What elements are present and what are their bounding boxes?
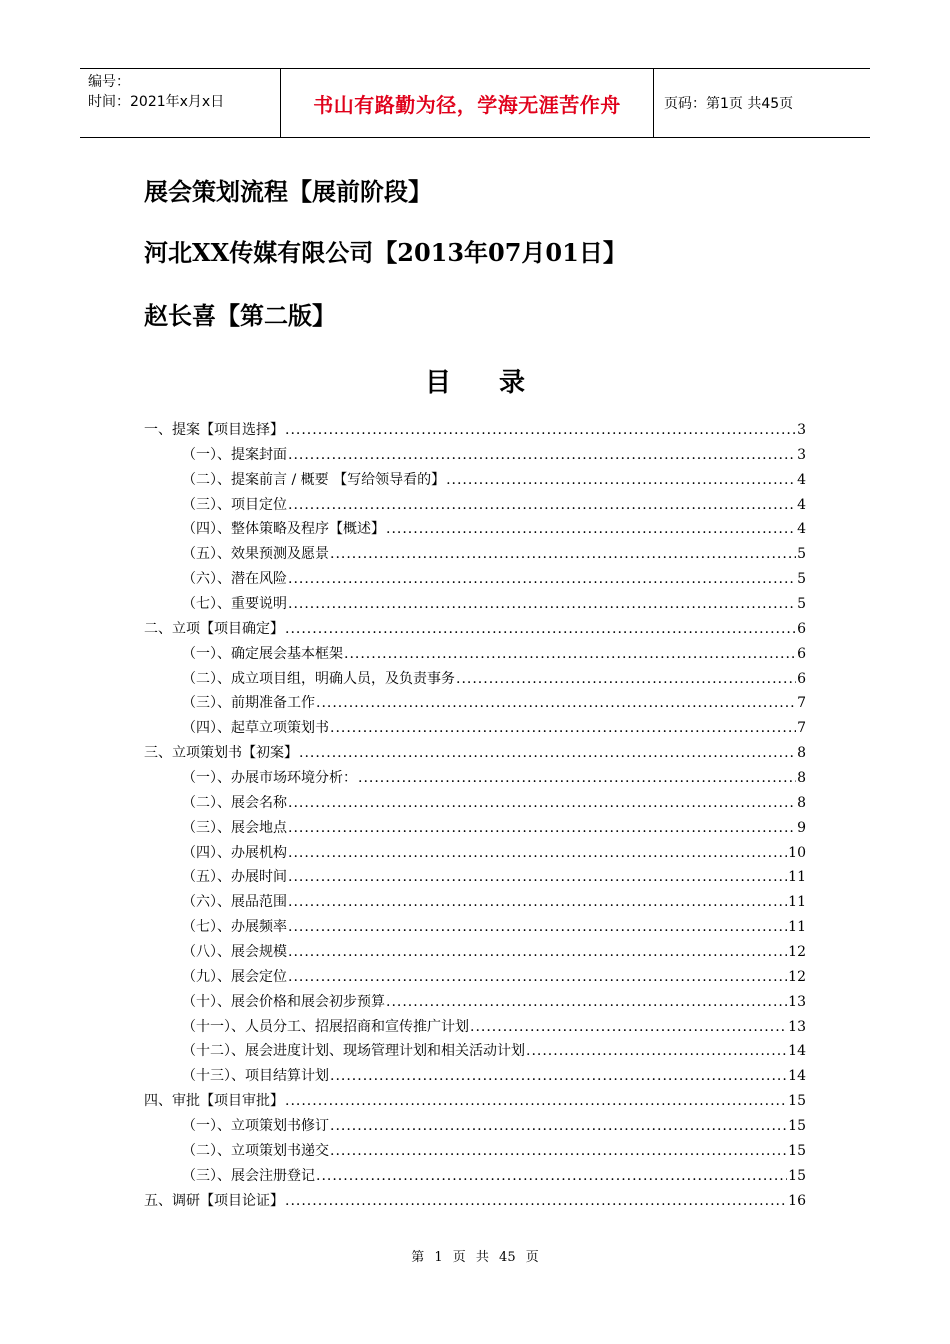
toc-entry-label: （二）、展会名称 [182, 794, 287, 811]
toc-dot-leader [288, 791, 796, 816]
toc-entry-page: 11 [788, 894, 806, 911]
toc-entry-page: 15 [788, 1167, 806, 1184]
toc-dot-leader [330, 1114, 787, 1139]
document-number-label: 编号： [88, 74, 130, 90]
toc-dot-leader [288, 816, 796, 841]
toc-entry-page: 5 [797, 596, 806, 613]
toc-dot-leader [316, 691, 796, 716]
toc-entry-label: （七）、重要说明 [182, 596, 287, 613]
toc-entry[interactable] [144, 642, 806, 667]
toc-dot-leader [288, 443, 796, 468]
toc-entry-page: 9 [797, 819, 806, 836]
toc-entry[interactable] [144, 1114, 806, 1139]
title-line-2: 河北XX传媒有限公司【2013年07月01日】 [144, 238, 627, 267]
toc-entry[interactable] [144, 890, 806, 915]
toc-dot-leader [288, 493, 796, 518]
toc-entry[interactable] [144, 1089, 806, 1114]
toc-entry[interactable] [144, 965, 806, 990]
toc-entry[interactable] [144, 716, 806, 741]
toc-entry-page: 4 [797, 521, 806, 538]
toc-entry[interactable] [144, 418, 806, 443]
toc-entry[interactable] [144, 468, 806, 493]
toc-entry-page: 11 [788, 919, 806, 936]
toc-entry-label: （十一）、人员分工、招展招商和宣传推广计划 [182, 1018, 469, 1035]
toc-entry-label: 四、审批【项目审批】 [144, 1093, 284, 1110]
toc-entry-page: 7 [797, 695, 806, 712]
title-line-1: 展会策划流程【展前阶段】 [144, 177, 432, 206]
toc-entry-page: 8 [797, 770, 806, 787]
toc-entry-page: 14 [788, 1068, 806, 1085]
toc-dot-leader [526, 1039, 787, 1064]
toc-entry-page: 5 [797, 546, 806, 563]
toc-entry-label: （四）、办展机构 [182, 844, 287, 861]
toc-entry[interactable] [144, 667, 806, 692]
toc-entry[interactable] [144, 741, 806, 766]
toc-entry[interactable] [144, 791, 806, 816]
toc-entry[interactable] [144, 865, 806, 890]
toc-entry-label: 五、调研【项目论证】 [144, 1192, 284, 1209]
toc-entry-page: 16 [788, 1192, 806, 1209]
toc-dot-leader [456, 667, 796, 692]
toc-dot-leader [285, 617, 796, 642]
toc-entry-page: 10 [788, 844, 806, 861]
toc-entry-page: 5 [797, 571, 806, 588]
toc-entry[interactable] [144, 1164, 806, 1189]
toc-entry[interactable] [144, 517, 806, 542]
toc-entry[interactable] [144, 493, 806, 518]
toc-entry-page: 4 [797, 496, 806, 513]
toc-dot-leader [288, 915, 787, 940]
toc-entry-label: （五）、办展时间 [182, 869, 287, 886]
toc-entry-page: 6 [797, 645, 806, 662]
toc-entry-label: （一）、确定展会基本框架 [182, 645, 343, 662]
toc-entry[interactable] [144, 1064, 806, 1089]
toc-entry-label: （六）、展品范围 [182, 894, 287, 911]
header-meta [80, 69, 281, 137]
toc-entry-label: 一、提案【项目选择】 [144, 422, 284, 438]
toc-entry[interactable] [144, 1139, 806, 1164]
toc-dot-leader [386, 990, 787, 1015]
toc-entry-label: 二、立项【项目确定】 [144, 620, 284, 637]
toc-dot-leader [285, 1189, 787, 1214]
toc-entry[interactable] [144, 841, 806, 866]
toc-entry[interactable] [144, 592, 806, 617]
title-line-3: 赵长喜【第二版】 [144, 301, 336, 330]
toc-entry-label: （七）、办展频率 [182, 919, 287, 936]
toc-entry-label: （三）、项目定位 [182, 496, 287, 513]
header-motto: 书山有路勤为径，学海无涯苦作舟 [281, 69, 654, 137]
toc-entry-label: （四）、整体策略及程序【概述】 [182, 521, 385, 538]
toc-entry-label: （六）、潜在风险 [182, 571, 287, 588]
toc-entry-label: （九）、展会定位 [182, 968, 287, 985]
toc-entry-page: 12 [788, 944, 806, 961]
toc-entry[interactable] [144, 542, 806, 567]
toc-entry[interactable] [144, 915, 806, 940]
toc-entry-label: 三、立项策划书【初案】 [144, 745, 298, 762]
toc-entry-page: 11 [788, 869, 806, 886]
toc-dot-leader [288, 940, 787, 965]
toc-dot-leader [299, 741, 796, 766]
toc-dot-leader [470, 1015, 787, 1040]
toc-entry-label: （三）、展会地点 [182, 819, 287, 836]
toc-dot-leader [288, 567, 796, 592]
toc-dot-leader [288, 890, 787, 915]
toc-entry-label: （三）、展会注册登记 [182, 1167, 315, 1184]
toc-dot-leader [330, 1139, 787, 1164]
toc-entry-label: （二）、提案前言 / 概要 【写给领导看的】 [182, 471, 446, 488]
toc-entry-page: 13 [788, 993, 806, 1010]
toc-entry-label: （十三）、项目结算计划 [182, 1068, 329, 1085]
header-page-info: 页码：第1页 共45页 [664, 96, 794, 112]
toc-entry-page: 6 [797, 670, 806, 687]
toc-entry-page: 13 [788, 1018, 806, 1035]
toc-entry[interactable] [144, 1189, 806, 1214]
toc-entry[interactable] [144, 617, 806, 642]
toc-entry[interactable] [144, 443, 806, 468]
toc-entry-page: 15 [788, 1118, 806, 1135]
toc-entry-label: （一）、提案封面 [182, 446, 287, 463]
toc-dot-leader [446, 468, 796, 493]
toc-entry[interactable] [144, 567, 806, 592]
toc-dot-leader [288, 965, 787, 990]
toc-entry-label: （四）、起草立项策划书 [182, 720, 329, 737]
toc-entry-label: （八）、展会规模 [182, 944, 287, 961]
toc-entry-page: 15 [788, 1142, 806, 1159]
toc-entry-label: （五）、效果预测及愿景 [182, 546, 329, 563]
toc-entry-page: 8 [797, 794, 806, 811]
toc-entry[interactable] [144, 691, 806, 716]
toc-dot-leader [344, 642, 796, 667]
page-header [80, 68, 870, 138]
toc-dot-leader [288, 865, 787, 890]
toc-dot-leader [330, 1064, 787, 1089]
toc-dot-leader [330, 716, 796, 741]
toc-entry-label: （一）、办展市场环境分析： [182, 770, 357, 787]
toc-entry-page: 8 [797, 745, 806, 762]
toc-dot-leader [316, 1164, 787, 1189]
toc-entry[interactable] [144, 940, 806, 965]
toc-entry[interactable] [144, 1039, 806, 1064]
toc-entry-page: 4 [797, 471, 806, 488]
toc-dot-leader [285, 1089, 787, 1114]
document-time-label: 时间：2021年x月x日 [88, 94, 225, 110]
toc-entry-page: 7 [797, 720, 806, 737]
toc-entry-page: 3 [797, 422, 806, 438]
toc-entry-label: （一）、立项策划书修订 [182, 1118, 329, 1135]
toc-dot-leader [285, 418, 796, 443]
page-footer: 第 1 页 共 45 页 [411, 1250, 539, 1265]
toc-dot-leader [386, 517, 796, 542]
toc-entry[interactable] [144, 1015, 806, 1040]
toc-dot-leader [288, 841, 787, 866]
toc-entry-page: 6 [797, 620, 806, 637]
table-of-contents [144, 418, 806, 1214]
toc-entry-page: 15 [788, 1093, 806, 1110]
toc-entry[interactable] [144, 766, 806, 791]
toc-dot-leader [288, 592, 796, 617]
toc-heading: 目录 [424, 368, 573, 398]
toc-entry-label: （二）、立项策划书递交 [182, 1142, 329, 1159]
toc-entry-page: 3 [797, 446, 806, 463]
toc-dot-leader [358, 766, 796, 791]
toc-entry-label: （十）、展会价格和展会初步预算 [182, 993, 385, 1010]
toc-entry[interactable] [144, 990, 806, 1015]
toc-entry-label: （三）、前期准备工作 [182, 695, 315, 712]
toc-entry-page: 14 [788, 1043, 806, 1060]
toc-entry-label: （二）、成立项目组，明确人员，及负责事务 [182, 670, 455, 687]
toc-entry-page: 12 [788, 968, 806, 985]
toc-entry-label: （十二）、展会进度计划、现场管理计划和相关活动计划 [182, 1043, 525, 1060]
toc-entry[interactable] [144, 816, 806, 841]
toc-dot-leader [330, 542, 796, 567]
